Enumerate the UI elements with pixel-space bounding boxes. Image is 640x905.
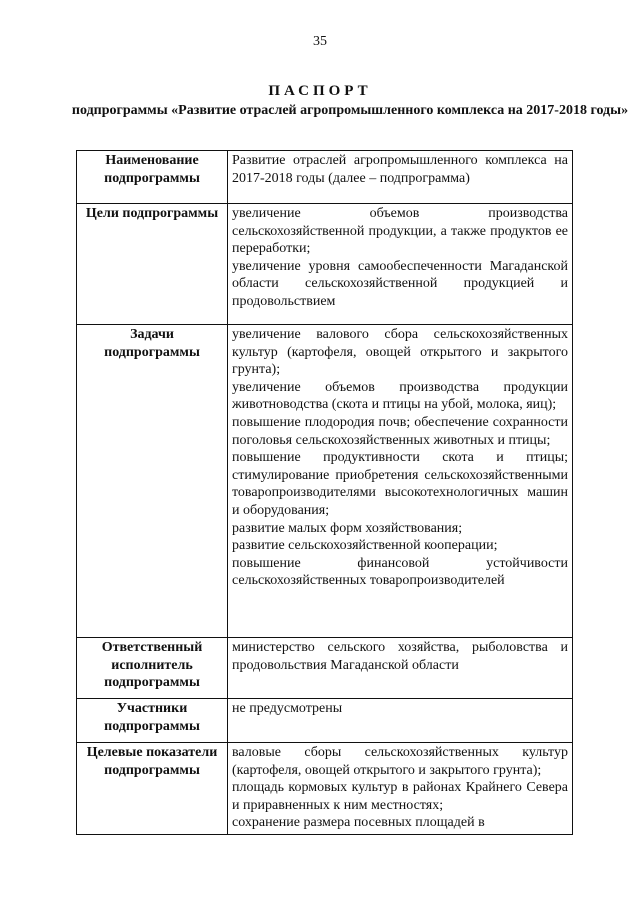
row-label: Участники подпрограммы (77, 699, 228, 743)
row-value-line: не предусмотрены (232, 701, 343, 716)
passport-table (76, 150, 573, 835)
row-value-line: Развитие отраслей агропромышленного комплекса на 2017-2018 годы (далее – подпрограмма) (232, 153, 568, 186)
table-row (77, 743, 573, 835)
row-value-line: министерство сельского хозяйства, рыболовства и продовольствия Магаданской области (232, 640, 568, 673)
row-value-line: сохранение размера посевных площадей в (232, 815, 485, 831)
page-number: 35 (313, 34, 327, 49)
table-row (77, 204, 573, 325)
document-title: ПАСПОРТ (268, 83, 372, 99)
row-value (228, 151, 573, 204)
table-row (77, 325, 573, 638)
row-value-line: развитие малых форм хозяйствования; (232, 520, 463, 536)
row-value-line: увеличение валового сбора сельскохозяйственных культур (картофеля, овощей открытого и закрытого грунта); (232, 327, 568, 378)
row-value-line: повышение продуктивности скота и птицы; стимулирование приобретения сельскохозяйственными товаропроизводителями высокотехнологичных машин и оборудования; (232, 450, 568, 518)
row-value-line: площадь кормовых культур в районах Крайнего Севера и приравненных к ним местностях; (232, 780, 568, 813)
row-value-line: повышение плодородия почв; обеспечение сохранности поголовья сельскохозяйственных животных и птицы; (232, 414, 568, 448)
row-value-line: увеличение уровня самообеспеченности Магаданской области сельскохозяйственной продукцией и продовольствием (232, 258, 568, 309)
table-row (77, 699, 573, 743)
row-value (228, 325, 573, 638)
row-label: Цели подпрограммы (77, 204, 228, 325)
row-value-line: увеличение объемов производства сельскохозяйственной продукции, а также продуктов ее переработки; (232, 206, 568, 257)
row-value (228, 638, 573, 699)
document-subtitle: подпрограммы «Развитие отраслей агропромышленного комплекса на 2017-2018 годы» (71, 103, 629, 118)
row-label: Ответственный исполнитель подпрограммы (77, 638, 228, 699)
row-value (228, 743, 573, 835)
row-value-line: валовые сборы сельскохозяйственных культур (картофеля, овощей открытого и закрытого грунта); (232, 745, 568, 778)
row-value (228, 699, 573, 743)
row-value-line: развитие сельскохозяйственной кооперации; (232, 538, 498, 554)
table-row (77, 638, 573, 699)
row-label: Наименование подпрограммы (77, 151, 228, 204)
row-value-line: повышение финансовой устойчивости сельскохозяйственных товаропроизводителей (232, 555, 568, 589)
table-row (77, 151, 573, 204)
row-value-line: увеличение объемов производства продукции животноводства (скота и птицы на убой, молока, яиц); (232, 379, 568, 413)
row-value (228, 204, 573, 325)
row-label: Задачи подпрограммы (77, 325, 228, 638)
row-label: Целевые показатели подпрограммы (77, 743, 228, 835)
